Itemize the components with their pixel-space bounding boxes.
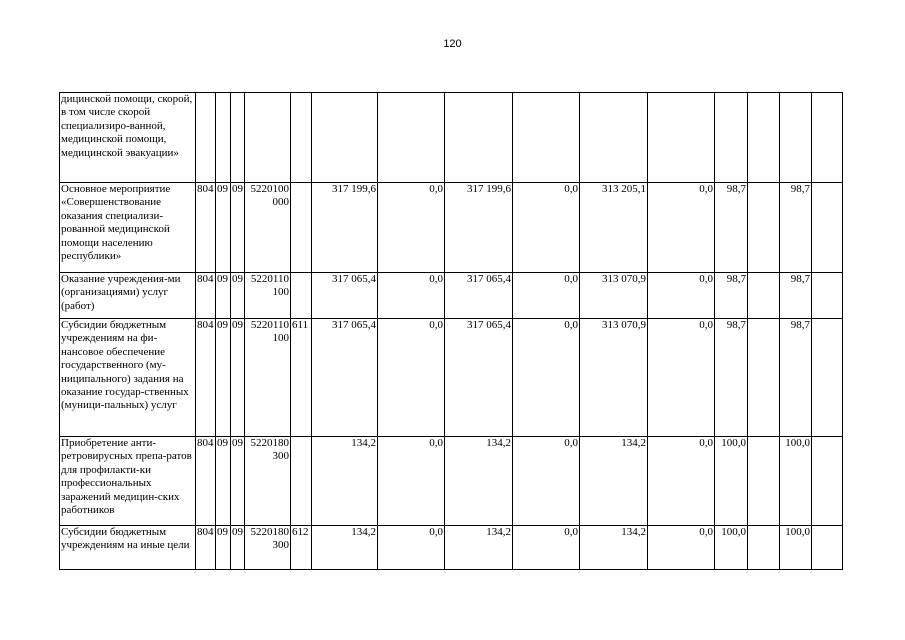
cell-v5: 313 070,9 <box>580 319 648 437</box>
cell-v4: 0,0 <box>513 437 580 526</box>
row-name: Приобретение анти-ретровирусных препа-ратов для профилакти-ки профессиональных заражений медицин-ских работников <box>60 437 196 526</box>
cell-p2 <box>748 319 780 437</box>
cell-p3: 100,0 <box>780 437 812 526</box>
cell-v6: 0,0 <box>648 183 715 273</box>
cell-gr: 804 <box>196 319 216 437</box>
cell-v2: 0,0 <box>378 183 445 273</box>
cell-gr: 804 <box>196 437 216 526</box>
cell-v3: 317 199,6 <box>445 183 513 273</box>
cell-v1: 317 065,4 <box>312 319 378 437</box>
cell-gr: 804 <box>196 526 216 570</box>
cell-v1: 317 199,6 <box>312 183 378 273</box>
cell-csr: 5220180300 <box>245 526 291 570</box>
table-row <box>60 93 843 183</box>
cell-p4 <box>812 93 843 183</box>
cell-vr <box>291 93 312 183</box>
cell-p2 <box>748 526 780 570</box>
cell-vr: 612 <box>291 526 312 570</box>
cell-p2 <box>748 273 780 319</box>
cell-p1: 100,0 <box>715 526 748 570</box>
row-name: дицинской помощи, скорой, в том числе скорой специализиро-ванной, медицинской помощи, медицинской эвакуации» <box>60 93 196 183</box>
cell-v3: 134,2 <box>445 437 513 526</box>
row-name: Субсидии бюджетным учреждениям на иные цели <box>60 526 196 570</box>
table-row <box>60 526 843 570</box>
cell-v3: 317 065,4 <box>445 273 513 319</box>
cell-v5: 313 205,1 <box>580 183 648 273</box>
cell-pr: 09 <box>231 273 245 319</box>
cell-p3: 98,7 <box>780 183 812 273</box>
cell-v1 <box>312 93 378 183</box>
cell-v6: 0,0 <box>648 319 715 437</box>
cell-v1: 134,2 <box>312 437 378 526</box>
cell-v6: 0,0 <box>648 273 715 319</box>
page-number: 120 <box>443 38 462 50</box>
cell-p4 <box>812 319 843 437</box>
cell-csr: 5220180300 <box>245 437 291 526</box>
cell-p1: 98,7 <box>715 183 748 273</box>
cell-v6: 0,0 <box>648 437 715 526</box>
cell-pr: 09 <box>231 319 245 437</box>
cell-v3 <box>445 93 513 183</box>
cell-v4 <box>513 93 580 183</box>
cell-p2 <box>748 93 780 183</box>
cell-rz: 09 <box>216 319 231 437</box>
cell-csr: 5220110100 <box>245 319 291 437</box>
budget-table <box>59 92 843 570</box>
cell-v4: 0,0 <box>513 526 580 570</box>
cell-vr <box>291 273 312 319</box>
table-row <box>60 319 843 437</box>
cell-p3 <box>780 93 812 183</box>
cell-p4 <box>812 273 843 319</box>
cell-vr <box>291 183 312 273</box>
cell-v4: 0,0 <box>513 183 580 273</box>
row-name: Основное мероприятие «Совершенствование оказания специализи-рованной медицинской помощи населению республики» <box>60 183 196 273</box>
cell-pr <box>231 93 245 183</box>
cell-v1: 317 065,4 <box>312 273 378 319</box>
cell-v3: 134,2 <box>445 526 513 570</box>
cell-rz: 09 <box>216 526 231 570</box>
cell-v5 <box>580 93 648 183</box>
cell-gr: 804 <box>196 273 216 319</box>
cell-p4 <box>812 437 843 526</box>
cell-rz <box>216 93 231 183</box>
cell-p3: 98,7 <box>780 319 812 437</box>
table-row <box>60 437 843 526</box>
row-name: Оказание учреждения-ми (организациями) услуг (работ) <box>60 273 196 319</box>
cell-v2: 0,0 <box>378 437 445 526</box>
cell-p4 <box>812 526 843 570</box>
cell-v1: 134,2 <box>312 526 378 570</box>
table-row <box>60 273 843 319</box>
cell-v2: 0,0 <box>378 273 445 319</box>
cell-v2: 0,0 <box>378 526 445 570</box>
cell-v6 <box>648 93 715 183</box>
cell-vr <box>291 437 312 526</box>
cell-v4: 0,0 <box>513 273 580 319</box>
cell-csr <box>245 93 291 183</box>
cell-p1: 100,0 <box>715 437 748 526</box>
cell-csr: 5220110100 <box>245 273 291 319</box>
budget-table-body <box>60 93 843 570</box>
cell-p1: 98,7 <box>715 319 748 437</box>
cell-p2 <box>748 437 780 526</box>
cell-v5: 313 070,9 <box>580 273 648 319</box>
cell-csr: 5220100000 <box>245 183 291 273</box>
cell-p3: 98,7 <box>780 273 812 319</box>
cell-rz: 09 <box>216 437 231 526</box>
cell-pr: 09 <box>231 437 245 526</box>
table-row <box>60 183 843 273</box>
cell-gr: 804 <box>196 183 216 273</box>
cell-p3: 100,0 <box>780 526 812 570</box>
cell-v5: 134,2 <box>580 526 648 570</box>
cell-pr: 09 <box>231 183 245 273</box>
cell-rz: 09 <box>216 183 231 273</box>
cell-v2: 0,0 <box>378 319 445 437</box>
cell-v3: 317 065,4 <box>445 319 513 437</box>
cell-v2 <box>378 93 445 183</box>
cell-p4 <box>812 183 843 273</box>
cell-v6: 0,0 <box>648 526 715 570</box>
row-name: Субсидии бюджетным учреждениям на фи-нансовое обеспечение государственного (му-ниципального) задания на оказание государ-ственных (муници-пальных) услуг <box>60 319 196 437</box>
cell-rz: 09 <box>216 273 231 319</box>
cell-p2 <box>748 183 780 273</box>
cell-p1 <box>715 93 748 183</box>
cell-pr: 09 <box>231 526 245 570</box>
cell-v4: 0,0 <box>513 319 580 437</box>
cell-p1: 98,7 <box>715 273 748 319</box>
cell-v5: 134,2 <box>580 437 648 526</box>
cell-vr: 611 <box>291 319 312 437</box>
cell-gr <box>196 93 216 183</box>
